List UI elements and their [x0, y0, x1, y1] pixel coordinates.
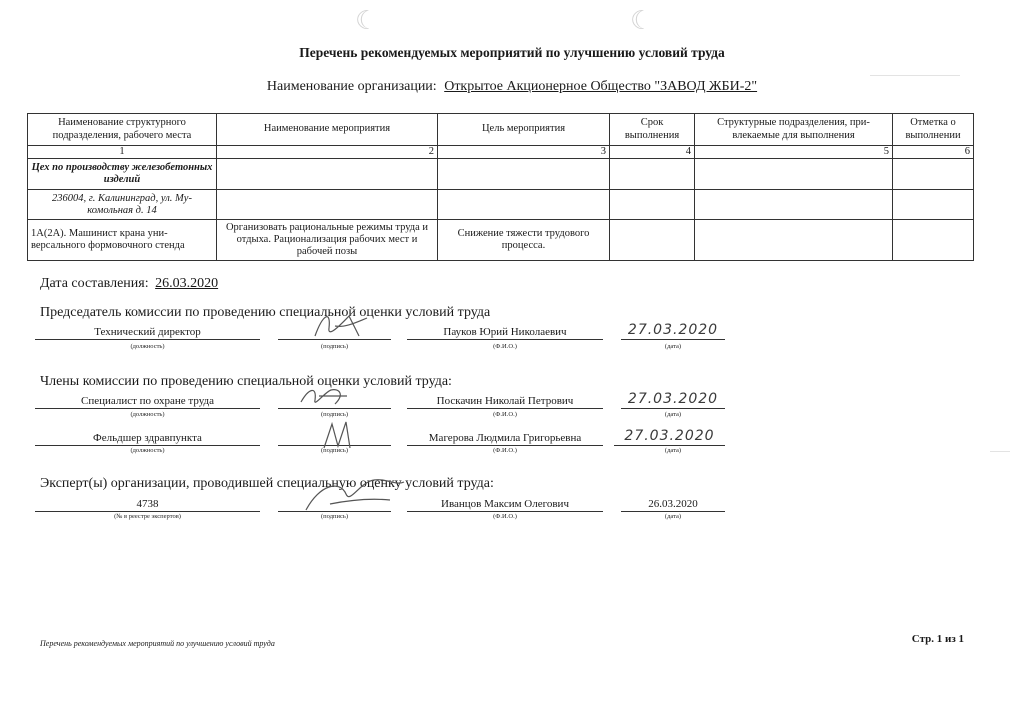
- signature-caption: (подпись): [321, 447, 348, 454]
- scan-speck: [990, 451, 1010, 452]
- table-cell: [610, 220, 695, 261]
- chairman-signature: [305, 306, 375, 342]
- table-cell: [695, 190, 893, 220]
- registry-caption: (№ в реестре экспертов): [114, 513, 181, 520]
- position-caption: (должность): [130, 411, 165, 418]
- member-signature: [295, 382, 355, 414]
- column-number: 2: [217, 146, 438, 159]
- chairman-name: Пауков Юрий Николаевич: [407, 325, 603, 340]
- table-cell: Снижение тяжести трудового процесса.: [438, 220, 610, 261]
- expert-name: Иванцов Максим Олегович: [407, 497, 603, 512]
- position-caption: (должность): [130, 343, 165, 350]
- table-cell: [438, 190, 610, 220]
- scan-mark: ☾: [630, 6, 654, 35]
- chairman-date: 27.03.2020: [621, 322, 725, 340]
- compilation-date-value: 26.03.2020: [155, 276, 219, 291]
- member-name: Магерова Людмила Григорьевна: [407, 431, 603, 446]
- date-caption: (дата): [664, 343, 682, 350]
- column-number: 4: [610, 146, 695, 159]
- date-caption: (дата): [664, 411, 682, 418]
- table-cell: [695, 159, 893, 190]
- header-cell: Срок выполнения: [610, 114, 695, 146]
- table-row: [28, 220, 974, 261]
- table-row: [28, 190, 974, 220]
- chairman-heading: Председатель комиссии по проведению специальной оценки условий труда: [40, 305, 491, 320]
- table-cell: [610, 159, 695, 190]
- column-number: 5: [695, 146, 893, 159]
- member-date: 27.03.2020: [621, 391, 725, 409]
- member-signature: [318, 418, 358, 452]
- column-number: 3: [438, 146, 610, 159]
- table-row: [28, 159, 974, 190]
- experts-heading: Эксперт(ы) организации, проводившей специальную оценку условий труда:: [40, 476, 494, 491]
- member-date: 27.03.2020: [614, 428, 725, 446]
- column-number-row: [28, 146, 974, 159]
- header-cell: Структурные подразделения, привлекаемые для выполнения: [695, 114, 893, 146]
- table-cell: [217, 159, 438, 190]
- fio-caption: (Ф.И.О.): [493, 447, 517, 454]
- expert-registry-number: 4738: [35, 497, 260, 512]
- compilation-date-label: Дата составления:: [40, 276, 149, 291]
- organization-line: [0, 79, 1024, 95]
- date-caption: (дата): [664, 447, 682, 454]
- column-number: 1: [28, 146, 217, 159]
- signature-caption: (подпись): [321, 343, 348, 350]
- table-cell: 1А(2А). Машинист крана универсального формовочного стенда: [28, 220, 217, 261]
- table-cell: Организовать рациональные режимы труда и отдыха. Рационализация рабочих мест и рабочей позы: [217, 220, 438, 261]
- expert-date: 26.03.2020: [621, 497, 725, 512]
- document-title: Перечень рекомендуемых мероприятий по улучшению условий труда: [299, 45, 725, 60]
- table-cell: [610, 190, 695, 220]
- chairman-position: Технический директор: [35, 325, 260, 340]
- members-heading: Члены комиссии по проведению специальной оценки условий труда:: [40, 374, 452, 389]
- table-cell: [438, 159, 610, 190]
- expert-signature: [300, 474, 410, 518]
- member-name: Поскачин Николай Петрович: [407, 394, 603, 409]
- signature-caption: (подпись): [321, 411, 348, 418]
- table-cell: [217, 190, 438, 220]
- compilation-date-line: [40, 276, 218, 292]
- measures-table: [27, 113, 974, 261]
- scan-mark: ☾: [355, 6, 379, 35]
- member-position: Фельдшер здравпункта: [35, 431, 260, 446]
- table-cell: Цех по производству железобетонных изделий: [28, 159, 217, 190]
- position-caption: (должность): [130, 447, 165, 454]
- member-position: Специалист по охране труда: [35, 394, 260, 409]
- fio-caption: (Ф.И.О.): [493, 411, 517, 418]
- table-header-row: [28, 114, 974, 146]
- table-cell: [893, 220, 974, 261]
- table-cell: [893, 159, 974, 190]
- footer-document-name: Перечень рекомендуемых мероприятий по улучшению условий труда: [40, 639, 275, 648]
- column-number: 6: [893, 146, 974, 159]
- header-cell: Отметка о выполнении: [893, 114, 974, 146]
- scan-speck: [870, 75, 960, 76]
- date-caption: (дата): [664, 513, 682, 520]
- header-cell: Цель мероприятия: [438, 114, 610, 146]
- organization-label: Наименование организации:: [266, 79, 437, 94]
- table-cell: [695, 220, 893, 261]
- fio-caption: (Ф.И.О.): [493, 513, 517, 520]
- table-cell: [893, 190, 974, 220]
- organization-name: Открытое Акционерное Общество "ЗАВОД ЖБИ-2": [444, 79, 758, 94]
- table-cell: 236004, г. Калининград, ул. Мукомольная д. 14: [28, 190, 217, 220]
- signature-caption: (подпись): [321, 513, 348, 520]
- header-cell: Наименование структурного подразделения, рабочего места: [28, 114, 217, 146]
- header-cell: Наименование мероприятия: [217, 114, 438, 146]
- page-number: Стр. 1 из 1: [911, 633, 964, 645]
- fio-caption: (Ф.И.О.): [493, 343, 517, 350]
